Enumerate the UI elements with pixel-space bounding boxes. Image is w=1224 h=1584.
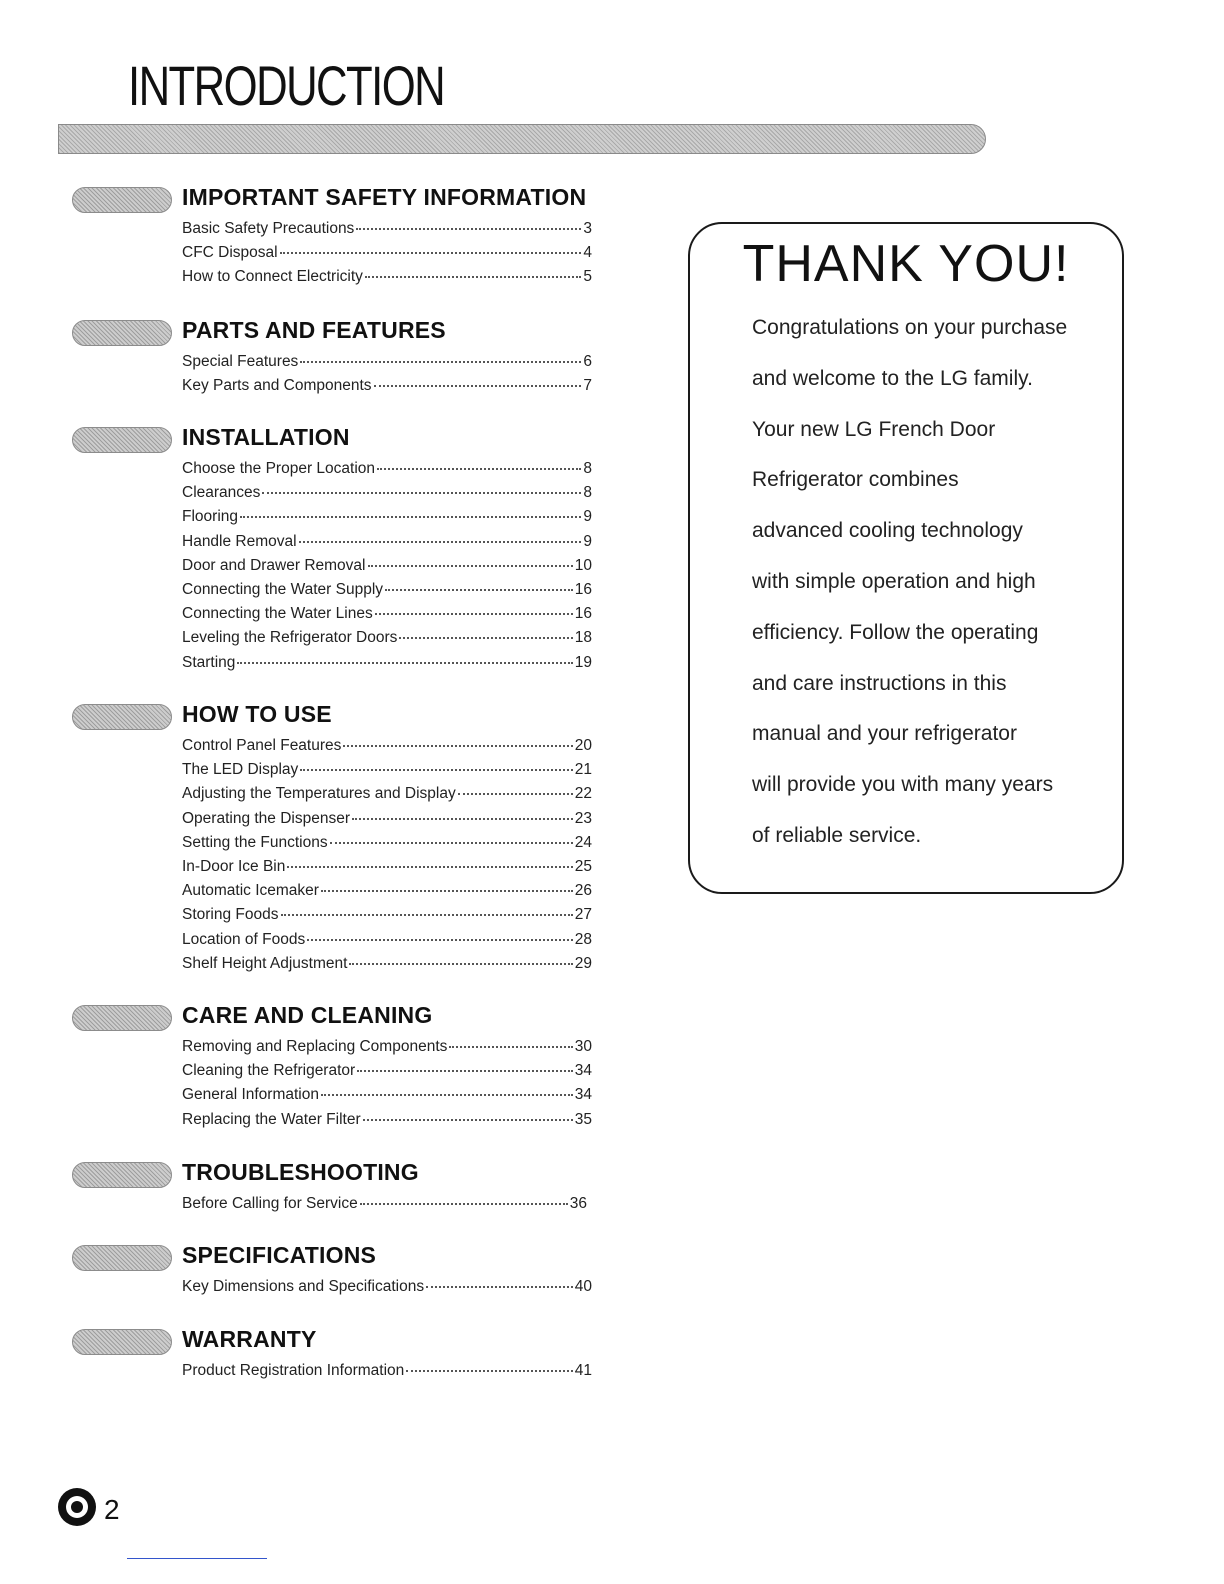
toc-entry: [182, 353, 592, 377]
dot-leader: [262, 492, 581, 494]
toc-entry: [182, 220, 592, 244]
toc-entry-label: Product Registration Information: [182, 1362, 405, 1379]
thank-you-line: Refrigerator combines: [752, 468, 959, 492]
page-title: INTRODUCTION: [128, 54, 445, 117]
toc-entry: [182, 1062, 592, 1086]
dot-leader: [307, 939, 573, 941]
toc-entry: [182, 858, 592, 882]
toc-entry: [182, 1086, 592, 1110]
section-heading: CARE AND CLEANING: [182, 1002, 433, 1028]
toc-entry: [182, 931, 592, 955]
dot-leader: [385, 589, 573, 591]
thank-you-line: Your new LG French Door: [752, 417, 996, 441]
toc-entry-label: Starting: [182, 653, 236, 671]
toc-entry-page: 9: [583, 508, 592, 526]
thank-you-line: manual and your refrigerator: [752, 722, 1017, 746]
dot-leader: [299, 541, 582, 543]
toc-entry-page: 34: [574, 1086, 592, 1104]
thank-you-line: will provide you with many years: [752, 773, 1054, 797]
toc-entry: [182, 1278, 592, 1302]
toc-entry-page: 27: [574, 906, 592, 924]
toc-entry-label: Connecting the Water Supply: [182, 580, 384, 598]
thank-you-box: [688, 222, 1124, 894]
section-tab-marker: [72, 1329, 172, 1355]
dot-leader: [240, 516, 581, 518]
toc-entry-label: General Information: [182, 1086, 319, 1104]
section-tab-marker: [72, 704, 172, 730]
toc-entry-label: Basic Safety Precautions: [182, 220, 355, 237]
toc-entry-label: Operating the Dispenser: [182, 809, 351, 827]
toc-entry-label: Automatic Icemaker: [182, 882, 319, 900]
dot-leader: [365, 276, 581, 278]
toc-entry-label: Setting the Functions: [182, 833, 328, 851]
toc-entry-page: 8: [583, 484, 592, 502]
toc-entry: [182, 1362, 592, 1386]
toc-entry-page: 34: [574, 1062, 592, 1080]
toc-entry-label: Key Parts and Components: [182, 377, 372, 395]
dot-leader: [281, 914, 573, 916]
lg-logo-ring: [66, 1496, 88, 1518]
toc-entry-list: [182, 737, 592, 979]
section-heading: HOW TO USE: [182, 701, 332, 727]
toc-entry-page: 8: [583, 460, 592, 477]
section-heading: PARTS AND FEATURES: [182, 317, 446, 343]
section-tab-marker: [72, 427, 172, 453]
toc-entry: [182, 761, 592, 785]
section-tab-marker: [72, 187, 172, 213]
toc-entry: [182, 906, 592, 930]
toc-entry: [182, 737, 592, 761]
toc-entry: [182, 882, 592, 906]
dot-leader: [406, 1370, 572, 1372]
toc-entry-page: 10: [574, 556, 592, 574]
toc-entry: [182, 533, 592, 557]
toc-entry-label: CFC Disposal: [182, 244, 278, 262]
dot-leader: [360, 1203, 568, 1205]
toc-entry: [182, 244, 592, 268]
toc-entry: [182, 810, 592, 834]
toc-entry-label: Storing Foods: [182, 906, 279, 924]
toc-entry-page: 21: [574, 761, 592, 779]
toc-entry-page: 41: [574, 1362, 592, 1379]
toc-entry: [182, 1038, 592, 1062]
toc-entry-page: 40: [574, 1278, 592, 1295]
dot-leader: [352, 818, 573, 820]
toc-entry-label: The LED Display: [182, 761, 299, 779]
section-heading: SPECIFICATIONS: [182, 1242, 377, 1268]
toc-entry: [182, 1111, 592, 1135]
toc-entry-list: [182, 460, 592, 678]
toc-entry-label: Shelf Height Adjustment: [182, 954, 348, 972]
section-heading: TROUBLESHOOTING: [182, 1159, 419, 1185]
dot-leader: [356, 228, 581, 230]
thank-you-message: [752, 316, 1067, 875]
dot-leader: [321, 890, 573, 892]
toc-entry: [182, 654, 592, 678]
toc-entry: [182, 460, 592, 484]
thank-you-line: and care instructions in this: [752, 671, 1007, 695]
toc-entry-page: 9: [583, 532, 592, 550]
title-bar: [58, 124, 986, 154]
thank-you-line: with simple operation and high: [752, 569, 1036, 593]
toc-entry-page: 16: [574, 605, 592, 623]
toc-entry: [182, 557, 592, 581]
footer-rule: [127, 1558, 267, 1559]
toc-entry-page: 23: [574, 809, 592, 827]
toc-entry-label: Replacing the Water Filter: [182, 1110, 361, 1128]
toc-entry-page: 29: [574, 954, 592, 972]
thank-you-title: THANK YOU!: [742, 235, 1070, 293]
section-tab-marker: [72, 320, 172, 346]
toc-entry-page: 18: [574, 629, 592, 647]
toc-entry-page: 20: [574, 737, 592, 754]
toc-entry-page: 25: [574, 857, 592, 875]
toc-entry-label: Special Features: [182, 353, 299, 370]
dot-leader: [300, 361, 581, 363]
thank-you-line: of reliable service.: [752, 823, 922, 847]
toc-entry-label: Connecting the Water Lines: [182, 605, 373, 623]
toc-entry-page: 26: [574, 882, 592, 900]
thank-you-line: and welcome to the LG family.: [752, 366, 1033, 390]
toc-entry-page: 7: [583, 377, 592, 395]
dot-leader: [287, 866, 572, 868]
thank-you-line: efficiency. Follow the operating: [752, 620, 1039, 644]
thank-you-line: Congratulations on your purchase: [752, 316, 1068, 339]
dot-leader: [330, 842, 573, 844]
toc-entry-label: Door and Drawer Removal: [182, 556, 366, 574]
toc-entry-page: 4: [583, 244, 592, 262]
toc-entry-label: How to Connect Electricity: [182, 268, 363, 286]
toc-entry: [182, 629, 592, 653]
section-heading: INSTALLATION: [182, 424, 350, 450]
toc-entry-page: 28: [574, 930, 592, 948]
lg-logo-icon: [58, 1488, 96, 1526]
toc-entry-label: Control Panel Features: [182, 737, 342, 754]
toc-entry-page: 19: [574, 653, 592, 671]
dot-leader: [377, 468, 581, 470]
toc-entry: [182, 605, 592, 629]
toc-entry-label: Cleaning the Refrigerator: [182, 1062, 356, 1080]
thank-you-line: advanced cooling technology: [752, 519, 1023, 543]
dot-leader: [349, 963, 572, 965]
toc-entry-list: [182, 353, 592, 401]
toc-entry-list: [182, 1038, 592, 1135]
lg-logo-core: [71, 1501, 83, 1513]
section-tab-marker: [72, 1162, 172, 1188]
section-heading: IMPORTANT SAFETY INFORMATION: [182, 184, 587, 210]
toc-entry: [182, 581, 592, 605]
dot-leader: [280, 252, 582, 254]
dot-leader: [343, 745, 572, 747]
toc-entry: [182, 955, 592, 979]
section-tab-marker: [72, 1245, 172, 1271]
dot-leader: [363, 1119, 573, 1121]
toc-entry: [182, 785, 592, 809]
dot-leader: [237, 662, 572, 664]
toc-entry-page: 35: [574, 1110, 592, 1128]
toc-entry: [182, 1195, 587, 1219]
toc-entry-page: 36: [569, 1195, 587, 1212]
toc-entry-page: 22: [574, 785, 592, 803]
toc-entry-page: 6: [583, 353, 592, 370]
dot-leader: [300, 769, 572, 771]
toc-entry-label: Handle Removal: [182, 532, 297, 550]
dot-leader: [426, 1286, 573, 1288]
toc-entry-label: Key Dimensions and Specifications: [182, 1278, 425, 1295]
toc-entry-page: 5: [583, 268, 592, 286]
section-tab-marker: [72, 1005, 172, 1031]
toc-entry-label: Location of Foods: [182, 930, 306, 948]
toc-entry-page: 16: [574, 580, 592, 598]
toc-entry: [182, 377, 592, 401]
toc-entry-page: 3: [583, 220, 592, 237]
dot-leader: [368, 565, 573, 567]
toc-entry-label: Flooring: [182, 508, 238, 526]
dot-leader: [458, 793, 573, 795]
dot-leader: [321, 1094, 573, 1096]
dot-leader: [375, 613, 573, 615]
toc-entry-page: 30: [574, 1038, 592, 1055]
toc-entry-label: Adjusting the Temperatures and Display: [182, 785, 456, 803]
dot-leader: [399, 637, 572, 639]
toc-entry-label: Removing and Replacing Components: [182, 1038, 448, 1055]
toc-entry: [182, 508, 592, 532]
toc-entry-label: In-Door Ice Bin: [182, 857, 286, 875]
page-number: 2: [104, 1494, 120, 1525]
toc-entry: [182, 268, 592, 292]
dot-leader: [357, 1070, 573, 1072]
section-heading: WARRANTY: [182, 1326, 317, 1352]
toc-entry-page: 24: [574, 833, 592, 851]
toc-entry: [182, 484, 592, 508]
toc-entry-list: [182, 1362, 592, 1386]
toc-entry-label: Before Calling for Service: [182, 1195, 358, 1212]
toc-entry-list: [182, 1278, 592, 1302]
toc-entry-label: Leveling the Refrigerator Doors: [182, 629, 398, 647]
toc-entry: [182, 834, 592, 858]
toc-entry-label: Choose the Proper Location: [182, 460, 376, 477]
dot-leader: [374, 385, 582, 387]
dot-leader: [449, 1046, 572, 1048]
toc-entry-label: Clearances: [182, 484, 261, 502]
toc-entry-list: [182, 220, 592, 293]
toc-entry-list: [182, 1195, 587, 1219]
